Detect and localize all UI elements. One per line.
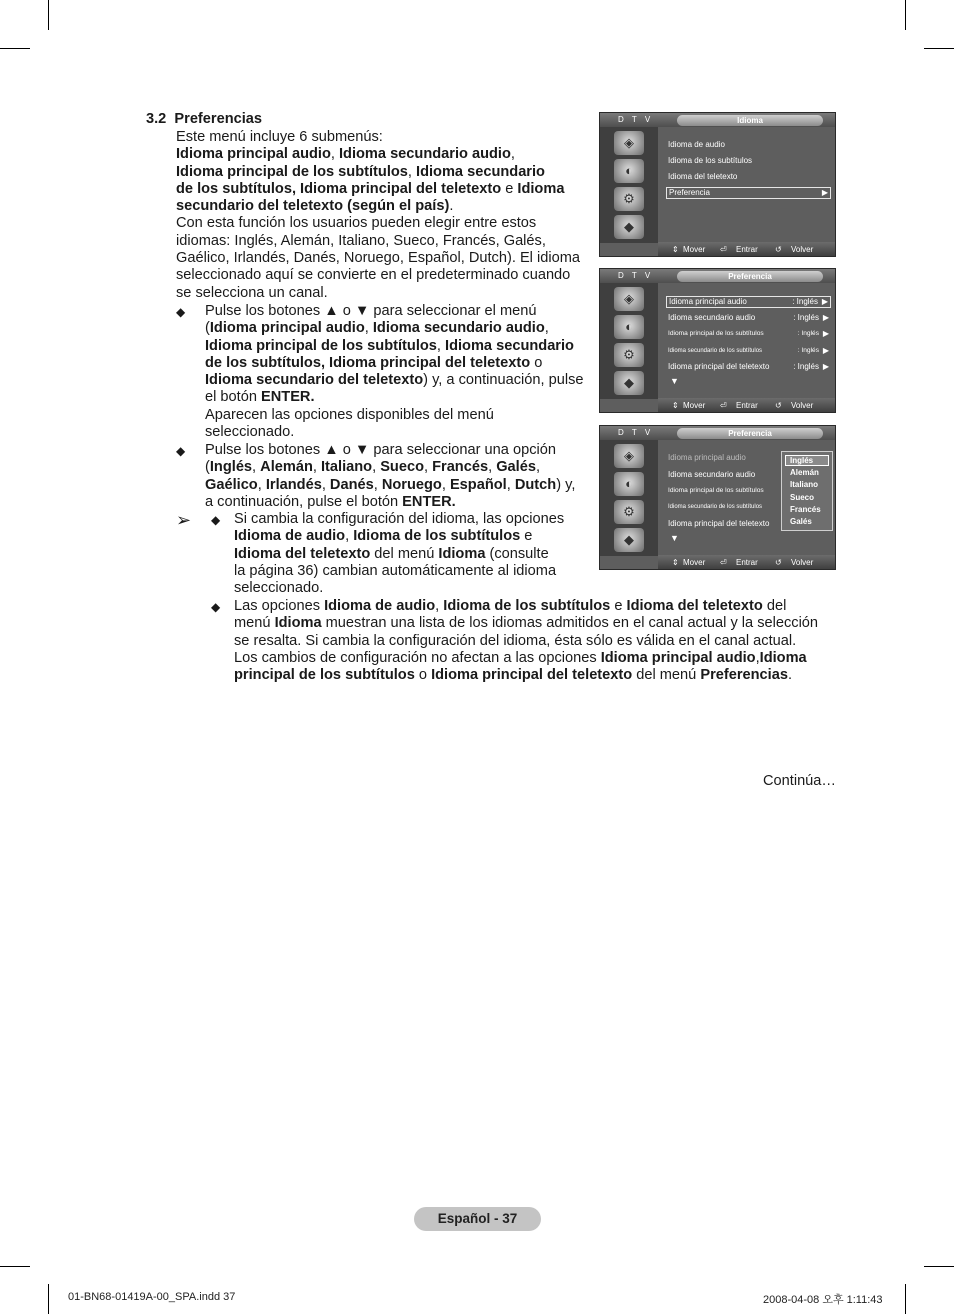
diamond-bullet-icon: ◆ (211, 513, 221, 527)
crop-mark (905, 1284, 906, 1314)
step-line: Gaélico, Irlandés, Danés, Noruego, Español, Dutch) y, (205, 476, 576, 493)
osd-title-pill (677, 428, 823, 439)
osd-hint-bar: ⇕ Mover ⏎ Entrar ↺ Volver (658, 398, 836, 413)
step-line: de los subtítulos, Idioma principal del teletexto o (205, 354, 543, 371)
return-icon: ↺ (775, 245, 782, 254)
note-1-text (234, 511, 594, 597)
osd-title: Preferencia (728, 272, 772, 281)
sound-menu-icon: ◐ (614, 159, 644, 183)
intro-line: se selecciona un canal. (176, 284, 328, 301)
intro-line: de los subtítulos, Idioma principal del teletexto e Idioma (176, 180, 565, 197)
section-title: Preferencias (174, 111, 263, 127)
note-line: Los cambios de configuración no afectan a las opciones Idioma principal audio,Idioma (234, 649, 807, 666)
note-line: Idioma de audio, Idioma de los subtítulos e (234, 528, 533, 545)
language-option[interactable]: Galés (790, 517, 812, 526)
right-arrow-icon: ▶ (822, 313, 829, 322)
note-line: seleccionado. (234, 580, 324, 597)
setup-menu-icon: ⚙ (614, 500, 644, 524)
page-number: Español - 37 (437, 1211, 518, 1226)
osd-menu-item[interactable]: Idioma principal de los subtítulos (668, 487, 764, 494)
intro-line: seleccionado aquí se convierte en el predeterminado cuando (176, 267, 571, 284)
move-icon: ⇕ (672, 558, 679, 567)
osd-title-pill (677, 271, 823, 282)
osd-icon-column (600, 127, 658, 243)
picture-menu-icon: ◈ (614, 444, 644, 468)
return-icon: ↺ (775, 558, 782, 567)
right-arrow-icon: ▶ (822, 362, 829, 371)
right-arrow-icon: ▶ (822, 346, 829, 355)
osd-title: Preferencia (728, 429, 772, 438)
step-2-text (205, 442, 595, 511)
language-option[interactable]: Sueco (790, 493, 815, 502)
note-line: Las opciones Idioma de audio, Idioma de los subtítulos e Idioma del teletexto del (234, 598, 787, 614)
step-line: Idioma principal de los subtítulos, Idioma secundario (205, 337, 574, 354)
sound-menu-icon: ◐ (614, 472, 644, 496)
language-option[interactable]: Alemán (790, 468, 819, 477)
osd-screen-preferencia-options (599, 425, 836, 570)
print-slug-right: 2008-04-08 오후 1:11:43 (763, 1294, 883, 1306)
continued-label: Continúa… (763, 773, 837, 789)
intro-line: Idioma principal audio, Idioma secundario audio, (176, 146, 515, 163)
enter-icon: ⏎ (720, 401, 727, 410)
intro-line: Este menú incluye 6 submenús: (176, 129, 383, 145)
move-icon: ⇕ (672, 245, 679, 254)
scroll-down-icon[interactable]: ▼ (670, 533, 679, 543)
step-line: Idioma secundario del teletexto) y, a continuación, pulse (205, 372, 584, 389)
section-heading (146, 111, 262, 127)
intro-line: Gaélico, Irlandés, Danés, Noruego, Español, Dutch). El idioma (176, 250, 580, 267)
crop-mark (924, 48, 954, 49)
osd-hint-bar: ⇕ Mover ⏎ Entrar ↺ Volver (658, 242, 836, 257)
step-line: a continuación, pulse el botón ENTER. (205, 493, 456, 510)
osd-title-pill (677, 115, 823, 126)
note-line: menú Idioma muestran una lista de los idiomas admitidos en el canal actual y la selección (234, 615, 819, 632)
crop-mark (0, 1266, 30, 1267)
diamond-bullet-icon: ◆ (211, 600, 221, 614)
intro-line: secundario del teletexto (según el país). (176, 198, 454, 215)
setup-menu-icon: ⚙ (614, 187, 644, 211)
osd-screen-preferencia (599, 268, 836, 413)
print-slug-left: 01-BN68-01419A-00_SPA.indd 37 (68, 1291, 236, 1303)
osd-title: Idioma (737, 116, 763, 125)
scroll-down-icon[interactable]: ▼ (670, 376, 679, 386)
input-menu-icon: ◆ (614, 215, 644, 239)
intro-text (176, 129, 596, 302)
note-line: Idioma del teletexto del menú Idioma (consulte (234, 545, 549, 562)
step-1-text (205, 303, 595, 441)
enter-icon: ⏎ (720, 245, 727, 254)
osd-menu-item[interactable]: Idioma de los subtítulos (668, 156, 753, 165)
language-option[interactable]: Italiano (790, 480, 819, 489)
osd-screen-idioma (599, 112, 836, 257)
osd-menu-item[interactable]: Idioma de audio (668, 140, 725, 149)
section-number: 3.2 (146, 111, 167, 127)
input-menu-icon: ◆ (614, 371, 644, 395)
osd-menu-item[interactable]: Idioma principal del teletexto : Inglés ▶ (668, 362, 829, 371)
step-line: Pulse los botones ▲ o ▼ para seleccionar una opción (205, 442, 556, 458)
osd-icon-column (600, 283, 658, 399)
osd-hint-bar: ⇕ Mover ⏎ Entrar ↺ Volver (658, 555, 836, 570)
language-option-selected[interactable]: Inglés (785, 455, 829, 466)
picture-menu-icon: ◈ (614, 131, 644, 155)
osd-icon-column (600, 440, 658, 556)
intro-line: idiomas: Inglés, Alemán, Italiano, Sueco, Francés, Galés, (176, 232, 546, 249)
osd-dtv-label: D T V (618, 271, 654, 280)
right-arrow-icon: ▶ (821, 297, 828, 306)
right-arrow-icon: ▶ (821, 188, 828, 197)
osd-menu-item[interactable]: Idioma secundario audio (668, 470, 756, 479)
note-line: se resalta. Si cambia la configuración del idioma, ésta sólo es válida en el canal actual. (234, 632, 797, 649)
osd-dtv-label: D T V (618, 115, 654, 124)
enter-icon: ⏎ (720, 558, 727, 567)
page-number-badge (414, 1207, 541, 1231)
step-line: el botón ENTER. (205, 389, 315, 406)
osd-menu-item[interactable]: Idioma principal de los subtítulos : Inglés ▶ (668, 329, 829, 338)
osd-menu-item-selected[interactable]: Preferencia ▶ (666, 187, 831, 199)
crop-mark (48, 0, 49, 30)
intro-line: Con esta función los usuarios pueden elegir entre estos (176, 215, 537, 232)
diamond-bullet-icon: ◆ (176, 305, 186, 319)
note-line: la página 36) cambian automáticamente al idioma (234, 562, 557, 579)
osd-menu-item[interactable]: Idioma secundario audio : Inglés ▶ (668, 313, 829, 322)
osd-menu-item[interactable]: Idioma secundario de los subtítulos (668, 504, 763, 510)
diamond-bullet-icon: ◆ (176, 444, 186, 458)
input-menu-icon: ◆ (614, 528, 644, 552)
osd-menu-item[interactable]: Idioma del teletexto (668, 172, 738, 181)
note-line: Si cambia la configuración del idioma, las opciones (234, 511, 565, 527)
osd-menu-item[interactable]: Idioma principal audio (668, 453, 746, 462)
step-line: seleccionado. (205, 424, 295, 441)
crop-mark (48, 1284, 49, 1314)
osd-menu-item[interactable]: Idioma secundario de los subtítulos : Inglés ▶ (668, 346, 829, 355)
osd-dtv-label: D T V (618, 428, 654, 437)
crop-mark (905, 0, 906, 30)
move-icon: ⇕ (672, 401, 679, 410)
picture-menu-icon: ◈ (614, 287, 644, 311)
right-arrow-icon: ▶ (822, 329, 829, 338)
crop-mark (924, 1266, 954, 1267)
intro-line: Idioma principal de los subtítulos, Idioma secundario (176, 163, 545, 180)
note-2-text (234, 598, 834, 684)
osd-menu-item[interactable]: Idioma principal del teletexto (668, 519, 770, 528)
step-line: (Idioma principal audio, Idioma secundario audio, (205, 320, 549, 337)
sound-menu-icon: ◐ (614, 315, 644, 339)
step-line: Pulse los botones ▲ o ▼ para seleccionar el menú (205, 303, 537, 319)
osd-menu-item-selected[interactable]: Idioma principal audio : Inglés ▶ (666, 296, 831, 308)
step-line: (Inglés, Alemán, Italiano, Sueco, Francés, Galés, (205, 459, 541, 476)
note-arrow-icon: ➢ (176, 510, 192, 530)
step-line: Aparecen las opciones disponibles del menú (205, 406, 494, 423)
language-option[interactable]: Francés (790, 505, 821, 514)
note-line: principal de los subtítulos o Idioma principal del teletexto del menú Preferencias. (234, 667, 793, 684)
return-icon: ↺ (775, 401, 782, 410)
setup-menu-icon: ⚙ (614, 343, 644, 367)
language-options-list (781, 451, 833, 531)
crop-mark (0, 48, 30, 49)
